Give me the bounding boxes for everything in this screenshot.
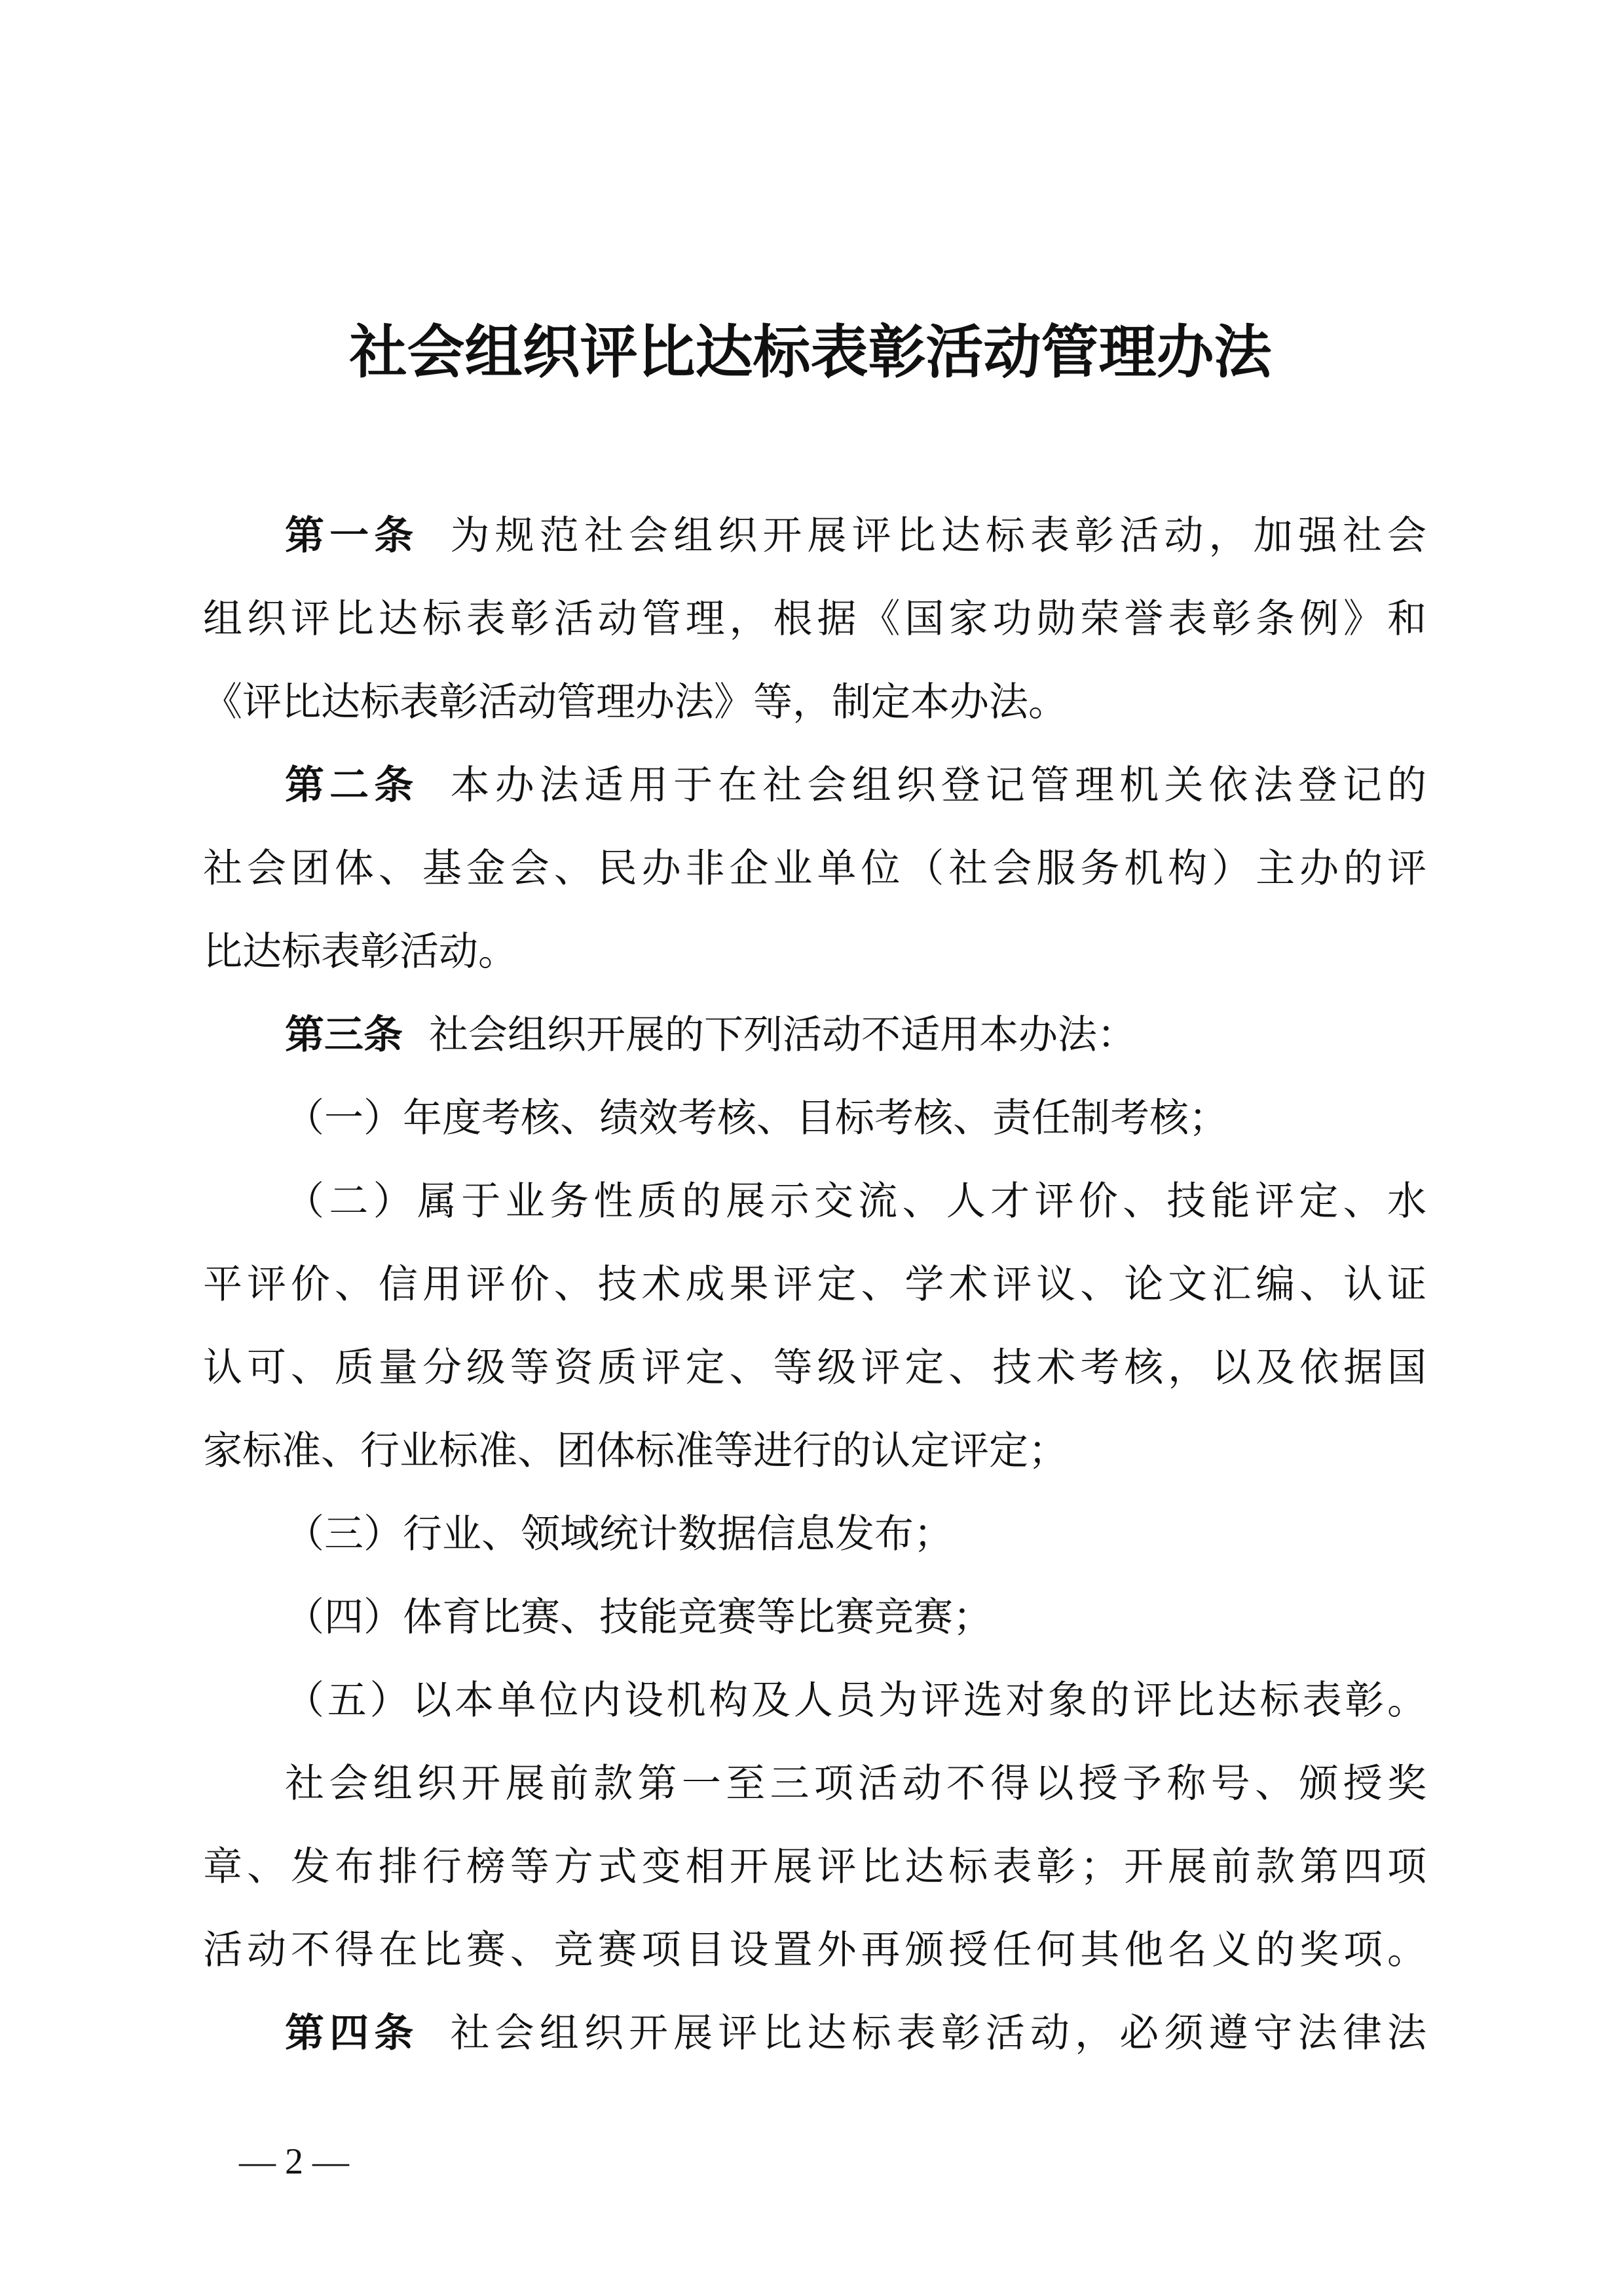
document-body bbox=[203, 495, 1426, 2075]
article-2-line-1 bbox=[203, 744, 1426, 827]
item-3-line-1: （三）行业、领域统计数据信息发布； bbox=[285, 1511, 953, 1557]
article-1-text: 为规范社会组织开展评比达标表彰活动，加强社会 bbox=[445, 513, 1427, 559]
document-title: 社会组织评比达标表彰活动管理办法 bbox=[349, 318, 1272, 386]
page-number: — 2 — bbox=[239, 2141, 349, 2182]
article-3-text: 社会组织开展的下列活动不适用本办法： bbox=[429, 1012, 1136, 1058]
article-1-line-2: 组织评比达标表彰活动管理，根据《国家功勋荣誉表彰条例》和 bbox=[203, 596, 1426, 642]
paragraph-line-2: 章、发布排行榜等方式变相开展评比达标表彰；开展前款第四项 bbox=[203, 1844, 1426, 1890]
paragraph-line-3: 活动不得在比赛、竞赛项目设置外再颁授任何其他名义的奖项。 bbox=[203, 1927, 1426, 1973]
item-2-line-3: 认可、质量分级等资质评定、等级评定、技术考核，以及依据国 bbox=[203, 1345, 1426, 1391]
item-5-line-1: （五）以本单位内设机构及人员为评选对象的评比达标表彰。 bbox=[285, 1678, 1426, 1723]
article-4-line-1 bbox=[203, 1992, 1426, 2075]
item-2-line-2: 平评价、信用评价、技术成果评定、学术评议、论文汇编、认证 bbox=[203, 1262, 1426, 1308]
paragraph-line-1: 社会组织开展前款第一至三项活动不得以授予称号、颁授奖 bbox=[285, 1761, 1426, 1807]
article-1-line-3: 《评比达标表彰活动管理办法》等，制定本办法。 bbox=[203, 679, 1068, 725]
article-2-text: 本办法适用于在社会组织登记管理机关依法登记的 bbox=[445, 762, 1427, 808]
article-3-label: 第三条 bbox=[285, 1012, 403, 1058]
article-2-line-2: 社会团体、基金会、民办非企业单位（社会服务机构）主办的评 bbox=[203, 846, 1426, 892]
article-3-line-1 bbox=[203, 994, 1426, 1077]
article-4-label: 第四条 bbox=[285, 2010, 419, 2056]
article-2-label: 第二条 bbox=[285, 762, 419, 808]
item-1-line-1: （一）年度考核、绩效考核、目标考核、责任制考核； bbox=[285, 1095, 1228, 1141]
article-2-line-3: 比达标表彰活动。 bbox=[203, 929, 517, 975]
article-1-line-1 bbox=[203, 495, 1426, 578]
item-2-line-4: 家标准、行业标准、团体标准等进行的认定评定； bbox=[203, 1428, 1068, 1474]
item-2-line-1: （二）属于业务性质的展示交流、人才评价、技能评定、水 bbox=[285, 1178, 1426, 1224]
article-1-label: 第一条 bbox=[285, 513, 419, 559]
article-4-text: 社会组织开展评比达标表彰活动，必须遵守法律法 bbox=[445, 2010, 1427, 2056]
item-4-line-1: （四）体育比赛、技能竞赛等比赛竞赛； bbox=[285, 1594, 992, 1640]
